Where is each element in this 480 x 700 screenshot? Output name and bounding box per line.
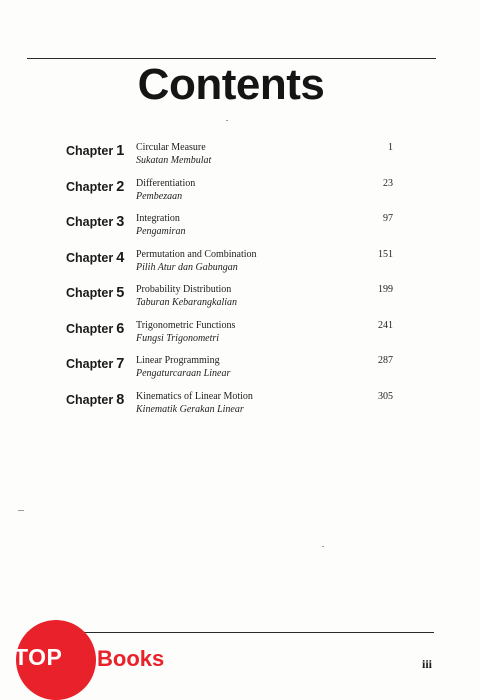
chapter-label xyxy=(66,143,124,159)
paper-speck xyxy=(18,510,24,511)
chapter-number: 2 xyxy=(116,179,125,195)
chapter-word: Chapter xyxy=(66,251,114,265)
toc-entry-chapter-2[interactable] xyxy=(0,178,480,208)
chapter-number: 5 xyxy=(116,285,125,301)
chapter-label xyxy=(66,250,124,266)
chapter-title-malay: Fungsi Trigonometri xyxy=(136,333,220,344)
toc-entry-chapter-8[interactable] xyxy=(0,391,480,421)
chapter-word: Chapter xyxy=(66,357,114,371)
chapter-title-malay: Kinematik Gerakan Linear xyxy=(136,404,244,415)
chapter-label xyxy=(66,356,124,372)
chapter-page-number: 1 xyxy=(388,142,393,153)
chapter-number: 8 xyxy=(116,392,125,408)
chapter-title-malay: Pilih Atur dan Gabungan xyxy=(136,262,238,273)
chapter-title-english: Linear Programming xyxy=(136,355,220,366)
chapter-page-number: 241 xyxy=(378,320,393,331)
chapter-number: 3 xyxy=(116,214,125,230)
chapter-title-english: Integration xyxy=(136,213,180,224)
chapter-number: 6 xyxy=(116,321,125,337)
chapter-title-english: Kinematics of Linear Motion xyxy=(136,391,253,402)
paper-speck xyxy=(226,120,228,121)
toc-entry-chapter-3[interactable] xyxy=(0,213,480,243)
chapter-page-number: 97 xyxy=(383,213,393,224)
toc-entry-chapter-5[interactable] xyxy=(0,284,480,314)
chapter-number: 7 xyxy=(116,356,125,372)
chapter-title-english: Permutation and Combination xyxy=(136,249,257,260)
page-number: iii xyxy=(421,657,432,671)
chapter-word: Chapter xyxy=(66,144,114,158)
chapter-title-malay: Sukatan Membulat xyxy=(136,155,212,166)
watermark-top-text: TOP xyxy=(14,644,63,670)
chapter-page-number: 287 xyxy=(378,355,393,366)
chapter-title-english: Circular Measure xyxy=(136,142,206,153)
chapter-label xyxy=(66,214,124,230)
chapter-number: 4 xyxy=(116,250,125,266)
chapter-word: Chapter xyxy=(66,215,114,229)
chapter-word: Chapter xyxy=(66,393,114,407)
toc-entry-chapter-7[interactable] xyxy=(0,355,480,385)
page-title: Contents xyxy=(137,60,325,109)
chapter-title-malay: Pengaturcaraan Linear xyxy=(136,368,231,379)
chapter-label xyxy=(66,321,124,337)
toc-entry-chapter-6[interactable] xyxy=(0,320,480,350)
chapter-word: Chapter xyxy=(66,286,114,300)
chapter-title-english: Trigonometric Functions xyxy=(136,320,236,331)
chapter-page-number: 199 xyxy=(378,284,393,295)
watermark-books-text: Books xyxy=(97,646,165,671)
chapter-title-english: Differentiation xyxy=(136,178,196,189)
chapter-word: Chapter xyxy=(66,180,114,194)
chapter-word: Chapter xyxy=(66,322,114,336)
paper-speck xyxy=(322,546,324,547)
chapter-page-number: 151 xyxy=(378,249,393,260)
topbooks-watermark-logo xyxy=(10,620,200,696)
toc-entry-chapter-4[interactable] xyxy=(0,249,480,279)
chapter-title-english: Probability Distribution xyxy=(136,284,232,295)
chapter-title-malay: Pengamiran xyxy=(136,226,186,237)
chapter-title-malay: Taburan Kebarangkalian xyxy=(136,297,238,308)
chapter-page-number: 23 xyxy=(383,178,393,189)
chapter-label xyxy=(66,179,124,195)
chapter-page-number: 305 xyxy=(378,391,393,402)
chapter-number: 1 xyxy=(116,143,125,159)
toc-entry-chapter-1[interactable] xyxy=(0,142,480,172)
chapter-label xyxy=(66,392,124,408)
chapter-label xyxy=(66,285,124,301)
chapter-title-malay: Pembezaan xyxy=(136,191,183,202)
